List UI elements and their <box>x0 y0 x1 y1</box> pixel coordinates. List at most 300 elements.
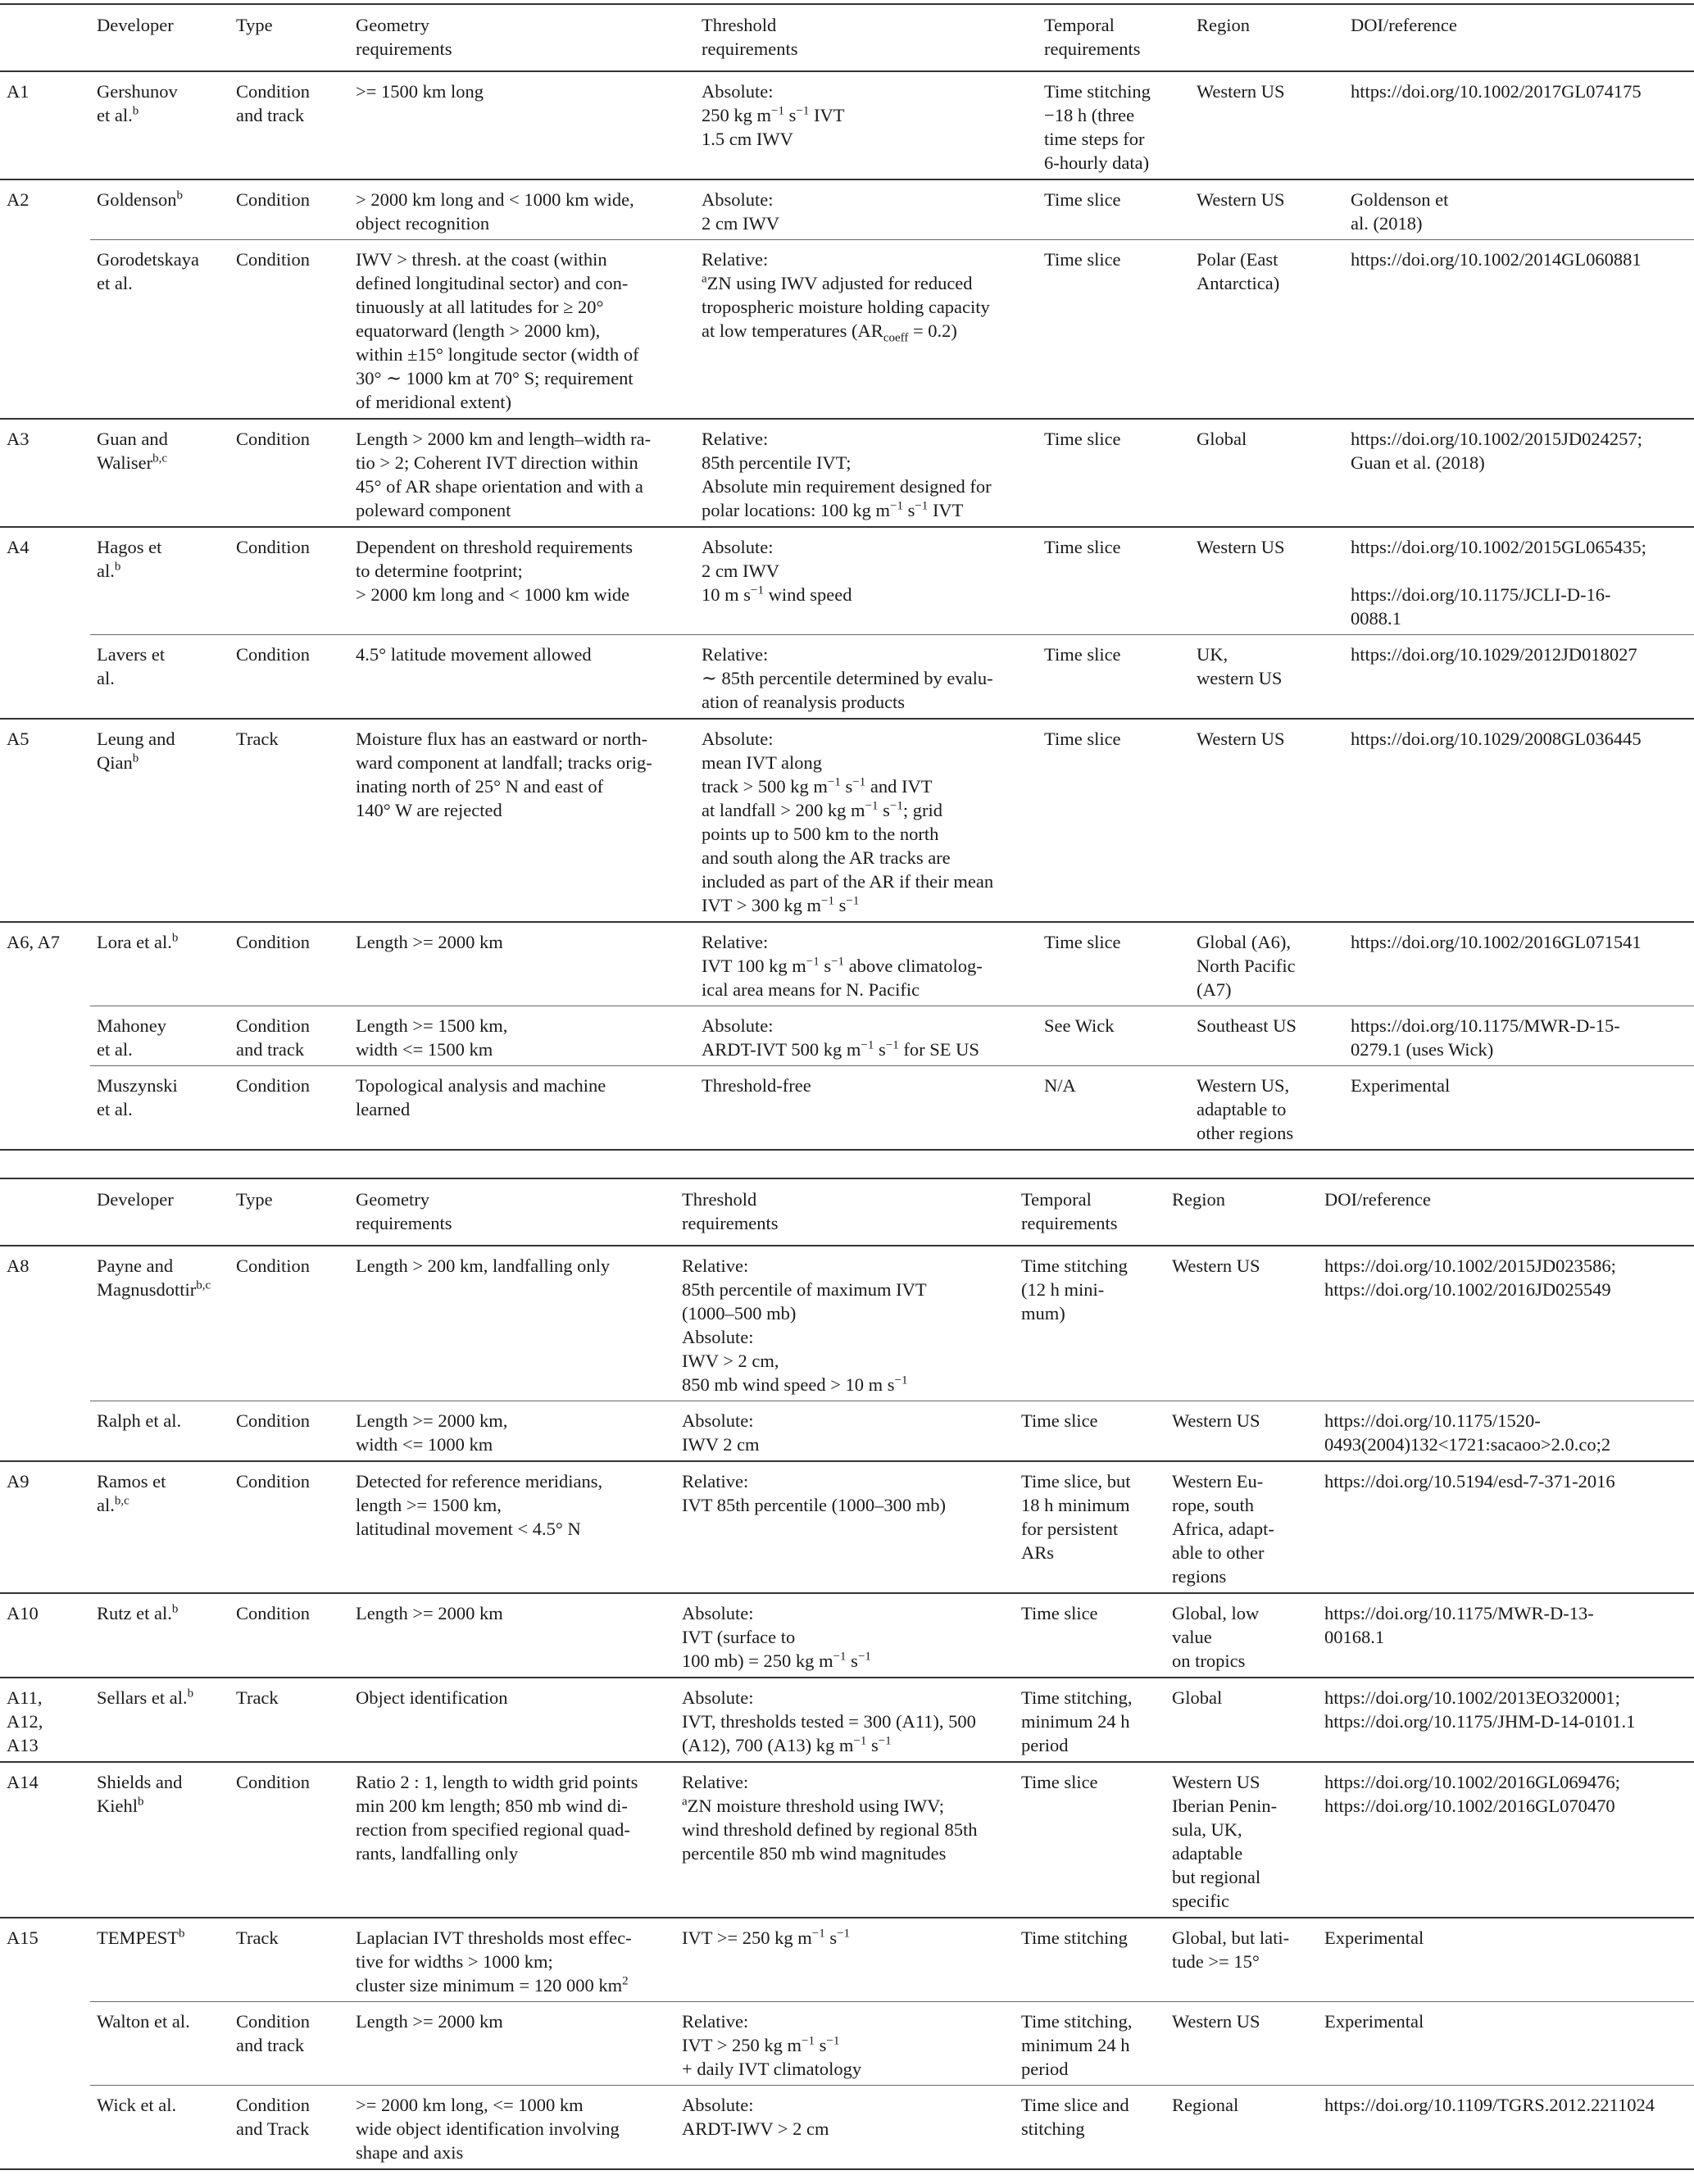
developer-cell: Goldenson$^b$ <box>97 188 183 210</box>
doi-cell <box>1344 1066 1694 1151</box>
doi-cell <box>1344 527 1694 635</box>
region-cell-line: Global <box>1172 1687 1223 1708</box>
geometry-cell-line: Ratio 2 : 1, length to width grid points <box>356 1772 638 1792</box>
threshold-cell-line: Absolute: <box>702 729 774 749</box>
type-cell <box>229 1762 349 1918</box>
region-cell-line: Western US <box>1172 1410 1260 1431</box>
table-row <box>0 1461 1694 1593</box>
region-cell <box>1190 635 1344 720</box>
threshold-cell-line: $^a$ZN using IWV adjusted for reduced <box>702 272 973 293</box>
threshold-cell-line: Absolute: <box>682 1603 754 1623</box>
geometry-cell-line: poleward component <box>356 500 511 520</box>
doi-cell-line: https://doi.org/10.5194/esd-7-371-2016 <box>1324 1471 1615 1492</box>
developer-cell: Lora et al.$^b$ <box>97 931 179 952</box>
threshold-cell-line: wind threshold defined by regional 85th <box>682 1819 978 1840</box>
geometry-cell-line: Moisture flux has an eastward or north- <box>356 729 648 749</box>
type-cell-line: Condition <box>236 1772 311 1792</box>
row-group <box>0 1762 1694 1918</box>
developer-cell: Muszynski et al. <box>90 1066 229 1151</box>
threshold-cell <box>675 1593 1015 1678</box>
threshold-cell-line: IVT, thresholds tested = 300 (A11), 500 <box>682 1711 976 1732</box>
region-cell-line: specific <box>1172 1891 1229 1911</box>
type-cell <box>229 1246 349 1401</box>
developer-cell: Payne and Magnusdottir$^{b,c}$ <box>97 1255 211 1300</box>
type-cell <box>229 419 349 527</box>
developer-cell: Gershunov et al.$^b$ <box>97 81 178 125</box>
geometry-cell-line: tinuously at all latitudes for ≥ 20° <box>356 297 604 317</box>
table-row <box>0 179 1694 240</box>
geometry-cell-line: length >= 1500 km, <box>356 1495 502 1515</box>
doi-cell-line: al. (2018) <box>1351 213 1423 234</box>
doi-cell <box>1344 71 1694 179</box>
threshold-cell-line: 1.5 cm IWV <box>702 129 793 149</box>
region-cell <box>1190 719 1344 922</box>
region-cell-line: regions <box>1172 1566 1227 1587</box>
temporal-cell <box>1038 922 1190 1006</box>
threshold-cell-line: 850 mb wind speed > 10 m $s^{-1}$ <box>682 1374 908 1395</box>
header-doi: DOI/reference <box>1351 15 1457 35</box>
doi-cell-line: https://doi.org/10.1029/2008GL036445 <box>1351 729 1642 749</box>
threshold-cell-line: IVT 85th percentile (1000–300 mb) <box>682 1495 947 1515</box>
header-threshold: Threshold requirements <box>682 1189 779 1233</box>
geometry-cell <box>349 2086 675 2170</box>
region-cell-line: Southeast US <box>1197 1015 1297 1036</box>
geometry-cell-line: within ±15° longitude sector (width of <box>356 344 639 365</box>
doi-cell-line: https://doi.org/10.1029/2012JD018027 <box>1351 644 1637 665</box>
region-cell <box>1190 179 1344 240</box>
threshold-cell <box>675 2086 1015 2170</box>
row-group <box>0 1678 1694 1762</box>
temporal-cell-line: Time slice <box>1044 189 1121 210</box>
geometry-cell <box>349 1006 695 1066</box>
doi-cell <box>1318 1762 1694 1918</box>
type-cell-line: Condition <box>236 2095 311 2115</box>
threshold-cell-line: Absolute: <box>702 81 774 102</box>
threshold-cell <box>675 1918 1015 2002</box>
threshold-cell-line: (1000–500 mb) <box>682 1303 797 1324</box>
header-id <box>0 4 90 71</box>
region-cell <box>1165 1461 1318 1593</box>
type-cell-line: Condition <box>236 2011 311 2032</box>
threshold-cell-line: Relative: <box>682 1471 749 1492</box>
type-cell-line: Condition <box>236 1603 311 1623</box>
type-cell-line: Condition <box>236 249 311 270</box>
type-cell-line: Condition <box>236 81 311 102</box>
geometry-cell-line: Topological analysis and machine <box>356 1075 606 1096</box>
doi-cell <box>1318 1593 1694 1678</box>
developer-cell: Walton et al. <box>90 2002 229 2086</box>
region-cell-line: able to other <box>1172 1542 1265 1563</box>
temporal-cell-line: Time stitching <box>1021 1255 1128 1276</box>
header-developer: Developer <box>97 1189 174 1210</box>
row-group <box>0 1246 1694 1461</box>
table-row <box>0 1678 1694 1762</box>
threshold-cell-line: Absolute min requirement designed for <box>702 476 992 497</box>
region-cell-line: Western US <box>1197 189 1285 210</box>
type-cell <box>229 71 349 179</box>
region-cell-line: adaptable <box>1172 1843 1243 1864</box>
temporal-cell-line: Time stitching <box>1044 81 1151 102</box>
threshold-cell-line: Absolute: <box>702 189 774 210</box>
developer-cell: Mahoney et al. <box>90 1006 229 1066</box>
geometry-cell-line: ward component at landfall; tracks orig- <box>356 752 652 773</box>
region-cell-line: Iberian Penin- <box>1172 1796 1278 1816</box>
threshold-cell-line: ARDT-IWV > 2 cm <box>682 2118 829 2139</box>
threshold-cell-line: Absolute: <box>682 1327 754 1347</box>
geometry-cell-line: latitudinal movement < 4.5° N <box>356 1519 581 1539</box>
type-cell <box>229 1401 349 1462</box>
table-row <box>0 2002 1694 2086</box>
row-id <box>0 1401 90 1462</box>
table-row <box>0 1066 1694 1151</box>
header-temporal: Temporal requirements <box>1044 15 1141 59</box>
table-row <box>0 1918 1694 2002</box>
temporal-cell <box>1038 719 1190 922</box>
developer-cell: Gorodetskaya et al. <box>90 240 229 420</box>
geometry-cell-line: Length >= 2000 km <box>356 1603 503 1623</box>
temporal-cell-line: Time slice <box>1021 1603 1098 1623</box>
region-cell <box>1165 1918 1318 2002</box>
type-cell-line: Condition <box>236 1015 311 1036</box>
region-cell <box>1190 1066 1344 1151</box>
geometry-cell <box>349 1066 695 1151</box>
row-id <box>0 2086 90 2170</box>
developer-cell: Rutz et al.$^b$ <box>97 1602 179 1623</box>
type-cell-line: and track <box>236 1039 305 1060</box>
threshold-cell-line: 2 cm IWV <box>702 213 779 234</box>
table-header <box>0 4 1694 71</box>
temporal-cell <box>1038 1006 1190 1066</box>
geometry-cell <box>349 1593 675 1678</box>
table-row <box>0 2086 1694 2170</box>
type-cell-line: Track <box>236 1927 279 1948</box>
region-cell-line: western US <box>1197 668 1283 688</box>
developer-cell: Ralph et al. <box>90 1401 229 1462</box>
geometry-cell <box>349 1246 675 1401</box>
row-group <box>0 179 1694 419</box>
row-id: A4 <box>7 537 30 557</box>
temporal-cell <box>1038 1066 1190 1151</box>
row-id: A2 <box>7 189 30 210</box>
region-cell <box>1165 1246 1318 1401</box>
doi-cell <box>1344 1006 1694 1066</box>
table-row <box>0 240 1694 420</box>
doi-cell-line: 0279.1 (uses Wick) <box>1351 1039 1494 1060</box>
geometry-cell-line: 45° of AR shape orientation and with a <box>356 476 643 497</box>
threshold-cell-line: tropospheric moisture holding capacity <box>702 297 990 317</box>
row-id <box>0 240 90 420</box>
geometry-cell-line: > 2000 km long and < 1000 km wide, <box>356 189 634 210</box>
temporal-cell-line: −18 h (three <box>1044 105 1135 125</box>
geometry-cell <box>349 71 695 179</box>
region-cell <box>1190 922 1344 1006</box>
temporal-cell <box>1015 1678 1165 1762</box>
geometry-cell-line: IWV > thresh. at the coast (within <box>356 249 607 270</box>
header-doi: DOI/reference <box>1324 1189 1431 1210</box>
geometry-cell <box>349 1762 675 1918</box>
temporal-cell <box>1015 1762 1165 1918</box>
header-temporal: Temporal requirements <box>1021 1189 1118 1233</box>
temporal-cell-line: Time slice <box>1044 429 1121 449</box>
row-group <box>0 719 1694 922</box>
temporal-cell <box>1015 1918 1165 2002</box>
temporal-cell-line: Time stitching <box>1021 1927 1128 1948</box>
region-cell-line: Western US <box>1172 1255 1260 1276</box>
temporal-cell <box>1038 527 1190 635</box>
threshold-cell-line: ation of reanalysis products <box>702 692 906 712</box>
temporal-cell <box>1015 1246 1165 1401</box>
temporal-cell-line: See Wick <box>1044 1015 1115 1036</box>
doi-cell-line <box>1351 559 1687 583</box>
geometry-cell-line: Detected for reference meridians, <box>356 1471 603 1492</box>
type-cell <box>229 1593 349 1678</box>
temporal-cell <box>1015 2086 1165 2170</box>
threshold-cell-line: IVT 100 kg $m^{-1}$ $s^{-1}$ above climatolog- <box>702 955 983 976</box>
temporal-cell <box>1038 635 1190 720</box>
doi-cell-line: https://doi.org/10.1002/2013EO320001; <box>1324 1687 1620 1708</box>
region-cell-line: Global (A6), <box>1197 932 1291 952</box>
temporal-cell-line: N/A <box>1044 1075 1076 1096</box>
type-cell-line: and Track <box>236 2118 310 2139</box>
doi-cell <box>1344 240 1694 420</box>
doi-cell-line: https://doi.org/10.1175/JHM-D-14-0101.1 <box>1324 1711 1636 1732</box>
table-part-1 <box>0 3 1694 1151</box>
developer-cell: Ramos et al.$^{b,c}$ <box>97 1471 166 1515</box>
developer-cell: Lavers et al. <box>90 635 229 720</box>
threshold-cell-line: percentile 850 mb wind magnitudes <box>682 1843 947 1864</box>
doi-cell <box>1344 922 1694 1006</box>
threshold-cell-line: Absolute: <box>702 1015 774 1036</box>
geometry-cell-line: >= 1500 km long <box>356 81 484 102</box>
doi-cell-line: https://doi.org/10.1109/TGRS.2012.2211024 <box>1324 2095 1655 2115</box>
threshold-cell <box>695 1006 1038 1066</box>
threshold-cell <box>695 419 1038 527</box>
geometry-cell-line: 4.5° latitude movement allowed <box>356 644 592 665</box>
row-id: A14 <box>7 1772 39 1792</box>
header-threshold: Threshold requirements <box>702 15 798 59</box>
temporal-cell-line: Time slice <box>1044 729 1121 749</box>
temporal-cell <box>1038 179 1190 240</box>
temporal-cell <box>1038 71 1190 179</box>
region-cell <box>1190 527 1344 635</box>
doi-cell-line: Guan et al. (2018) <box>1351 452 1485 473</box>
doi-cell <box>1318 1246 1694 1401</box>
region-cell-line: but regional <box>1172 1867 1261 1887</box>
type-cell <box>229 1006 349 1066</box>
developer-cell: TEMPEST$^b$ <box>97 1927 185 1948</box>
region-cell <box>1190 240 1344 420</box>
region-cell-line: on tropics <box>1172 1650 1246 1671</box>
row-group <box>0 1918 1694 2169</box>
doi-cell-line: 00168.1 <box>1324 1627 1385 1647</box>
geometry-cell <box>349 240 695 420</box>
doi-cell <box>1344 719 1694 922</box>
geometry-cell-line: 140° W are rejected <box>356 800 502 820</box>
geometry-cell-line: to determine footprint; <box>356 561 523 581</box>
threshold-cell-line: 85th percentile IVT; <box>702 452 852 473</box>
doi-cell-line: https://doi.org/10.1002/2017GL074175 <box>1351 81 1642 102</box>
table-row <box>0 1006 1694 1066</box>
region-cell-line: North Pacific <box>1197 956 1296 976</box>
threshold-cell-line: Relative: <box>682 1772 749 1792</box>
type-cell <box>229 2002 349 2086</box>
threshold-cell-line: ARDT-IVT 500 kg $m^{-1}$ $s^{-1}$ for SE US <box>702 1038 979 1060</box>
region-cell-line: Global <box>1197 429 1247 449</box>
geometry-cell-line: width <= 1500 km <box>356 1039 493 1060</box>
temporal-cell-line: Time slice and <box>1021 2095 1129 2115</box>
doi-cell-line: https://doi.org/10.1002/2016GL069476; <box>1324 1772 1620 1792</box>
row-id <box>0 635 90 720</box>
temporal-cell-line: 6-hourly data) <box>1044 152 1150 173</box>
region-cell-line: UK, <box>1197 644 1228 665</box>
geometry-cell-line: of meridional extent) <box>356 392 511 412</box>
type-cell <box>229 1461 349 1593</box>
region-cell <box>1165 2086 1318 2170</box>
threshold-cell <box>675 2002 1015 2086</box>
developer-cell: Hagos et al.$^b$ <box>97 537 162 581</box>
type-cell <box>229 719 349 922</box>
region-cell-line: value <box>1172 1627 1212 1647</box>
doi-cell-line: https://doi.org/10.1002/2016GL070470 <box>1324 1796 1615 1816</box>
geometry-cell-line: equatorward (length > 2000 km), <box>356 320 601 341</box>
doi-cell-line: https://doi.org/10.1002/2015JD024257; <box>1351 429 1642 449</box>
geometry-cell-line: Length > 2000 km and length–width ra- <box>356 429 652 449</box>
header-type: Type <box>236 1189 273 1210</box>
type-cell <box>229 1918 349 2002</box>
geometry-cell-line: >= 2000 km long, <= 1000 km <box>356 2095 584 2115</box>
doi-cell <box>1344 179 1694 240</box>
region-cell <box>1165 1401 1318 1462</box>
threshold-cell-line: Relative: <box>702 249 769 270</box>
threshold-cell-line: IVT >= 250 kg $m^{-1}$ $s^{-1}$ <box>682 1927 851 1948</box>
threshold-cell-line: $^a$ZN moisture threshold using IWV; <box>682 1795 944 1816</box>
temporal-cell-line: period <box>1021 2059 1069 2079</box>
type-cell-line: Condition <box>236 932 311 952</box>
temporal-cell-line: ARs <box>1021 1542 1055 1563</box>
developer-cell: Leung and Qian$^b$ <box>97 729 175 773</box>
temporal-cell-line: period <box>1021 1735 1069 1755</box>
header-region: Region <box>1172 1189 1225 1210</box>
region-cell-line: (A7) <box>1197 979 1232 1000</box>
doi-cell-line: Goldenson et <box>1351 189 1449 210</box>
header-geometry: Geometry requirements <box>356 1189 452 1233</box>
doi-cell-line: https://doi.org/10.1175/1520- <box>1324 1410 1541 1431</box>
threshold-cell-line: at low temperatures $(AR_{coeff} = 0.2)$ <box>702 320 957 345</box>
row-id <box>0 1066 90 1151</box>
threshold-cell-line: 85th percentile of maximum IVT <box>682 1279 927 1300</box>
doi-cell-line: https://doi.org/10.1002/2015JD023586; <box>1324 1255 1616 1276</box>
threshold-cell-line: ∼ 85th percentile determined by evalu- <box>702 668 993 688</box>
geometry-cell-line: learned <box>356 1099 411 1119</box>
row-id: A3 <box>7 429 30 449</box>
temporal-cell-line: (12 h mini- <box>1021 1279 1105 1300</box>
geometry-cell-line: tio > 2; Coherent IVT direction within <box>356 452 638 473</box>
type-cell-line: Condition <box>236 189 311 210</box>
type-cell <box>229 922 349 1006</box>
region-cell-line: Polar (East <box>1197 249 1278 270</box>
geometry-cell <box>349 419 695 527</box>
geometry-cell-line: cluster size minimum = 120 000 $km^2$ <box>356 1974 629 1996</box>
header-geometry: Geometry requirements <box>356 15 452 59</box>
geometry-cell <box>349 527 695 635</box>
type-cell-line: Condition <box>236 429 311 449</box>
threshold-cell-line: 100 mb) = 250 kg $m^{-1}$ $s^{-1}$ <box>682 1650 871 1671</box>
temporal-cell <box>1015 1401 1165 1462</box>
threshold-cell-line: Relative: <box>702 429 769 449</box>
geometry-cell-line: 30° ∼ 1000 km at 70° S; requirement <box>356 368 634 388</box>
header-region: Region <box>1197 15 1250 35</box>
threshold-cell-line: 10 m $s^{-1}$ wind speed <box>702 583 852 605</box>
type-cell <box>229 1066 349 1151</box>
threshold-cell-line: IWV > 2 cm, <box>682 1351 779 1371</box>
threshold-cell-line: included as part of the AR if their mean <box>702 871 994 892</box>
threshold-cell-line: Relative: <box>682 2011 749 2032</box>
doi-cell <box>1318 2002 1694 2086</box>
type-cell-line: Condition <box>236 1410 311 1431</box>
temporal-cell-line: Time slice <box>1044 932 1121 952</box>
type-cell <box>229 2086 349 2170</box>
doi-cell-line: https://doi.org/10.1002/2016JD025549 <box>1324 1279 1611 1300</box>
type-cell-line: Condition <box>236 1471 311 1492</box>
doi-cell <box>1344 635 1694 720</box>
geometry-cell <box>349 1461 675 1593</box>
geometry-cell-line: Length >= 2000 km <box>356 932 503 952</box>
temporal-cell-line: Time slice <box>1044 249 1121 270</box>
doi-cell-line: Experimental <box>1324 1927 1424 1948</box>
row-group <box>0 1593 1694 1678</box>
geometry-cell-line: Length >= 2000 km <box>356 2011 503 2032</box>
threshold-cell-line: Absolute: <box>682 1410 754 1431</box>
doi-cell-line: https://doi.org/10.1002/2014GL060881 <box>1351 249 1642 270</box>
temporal-cell-line: Time slice <box>1044 644 1121 665</box>
type-cell <box>229 179 349 240</box>
header-developer: Developer <box>97 15 174 35</box>
threshold-cell-line: Relative: <box>702 644 769 665</box>
table-row <box>0 922 1694 1006</box>
region-cell-line: Western US <box>1172 2011 1260 2032</box>
row-id: A11, A12, A13 <box>7 1687 43 1755</box>
temporal-cell-line: Time slice <box>1021 1410 1098 1431</box>
doi-cell <box>1318 2086 1694 2170</box>
region-cell-line: Western US <box>1172 1772 1260 1792</box>
region-cell-line: Africa, adapt- <box>1172 1519 1274 1539</box>
threshold-cell <box>695 240 1038 420</box>
table-row <box>0 1593 1694 1678</box>
doi-cell-line: 0493(2004)132<1721:sacaoo>2.0.co;2 <box>1324 1434 1611 1455</box>
temporal-cell-line: minimum 24 h <box>1021 2035 1130 2055</box>
threshold-cell-line: Absolute: <box>682 1687 754 1708</box>
geometry-cell-line: shape and axis <box>356 2142 464 2163</box>
geometry-cell-line: Length >= 2000 km, <box>356 1410 508 1431</box>
doi-cell-line: https://doi.org/10.1175/MWR-D-15- <box>1351 1015 1620 1036</box>
temporal-cell-line: Time slice, but <box>1021 1471 1131 1492</box>
region-cell-line: Western US <box>1197 81 1285 102</box>
temporal-cell <box>1015 1461 1165 1593</box>
geometry-cell <box>349 719 695 922</box>
doi-cell-line: Experimental <box>1351 1075 1451 1096</box>
temporal-cell <box>1015 1593 1165 1678</box>
region-cell-line: rope, south <box>1172 1495 1254 1515</box>
threshold-cell-line: track > 500 kg $m^{-1}$ $s^{-1}$ and IVT <box>702 775 933 797</box>
doi-cell-line: https://doi.org/10.1175/MWR-D-13- <box>1324 1603 1594 1623</box>
geometry-cell-line: rants, landfalling only <box>356 1843 519 1864</box>
doi-cell <box>1318 1461 1694 1593</box>
geometry-cell-line: object recognition <box>356 213 490 234</box>
threshold-cell <box>695 635 1038 720</box>
threshold-cell <box>675 1461 1015 1593</box>
region-cell-line: Western Eu- <box>1172 1471 1264 1492</box>
doi-cell-line: https://doi.org/10.1002/2016GL071541 <box>1351 932 1642 952</box>
